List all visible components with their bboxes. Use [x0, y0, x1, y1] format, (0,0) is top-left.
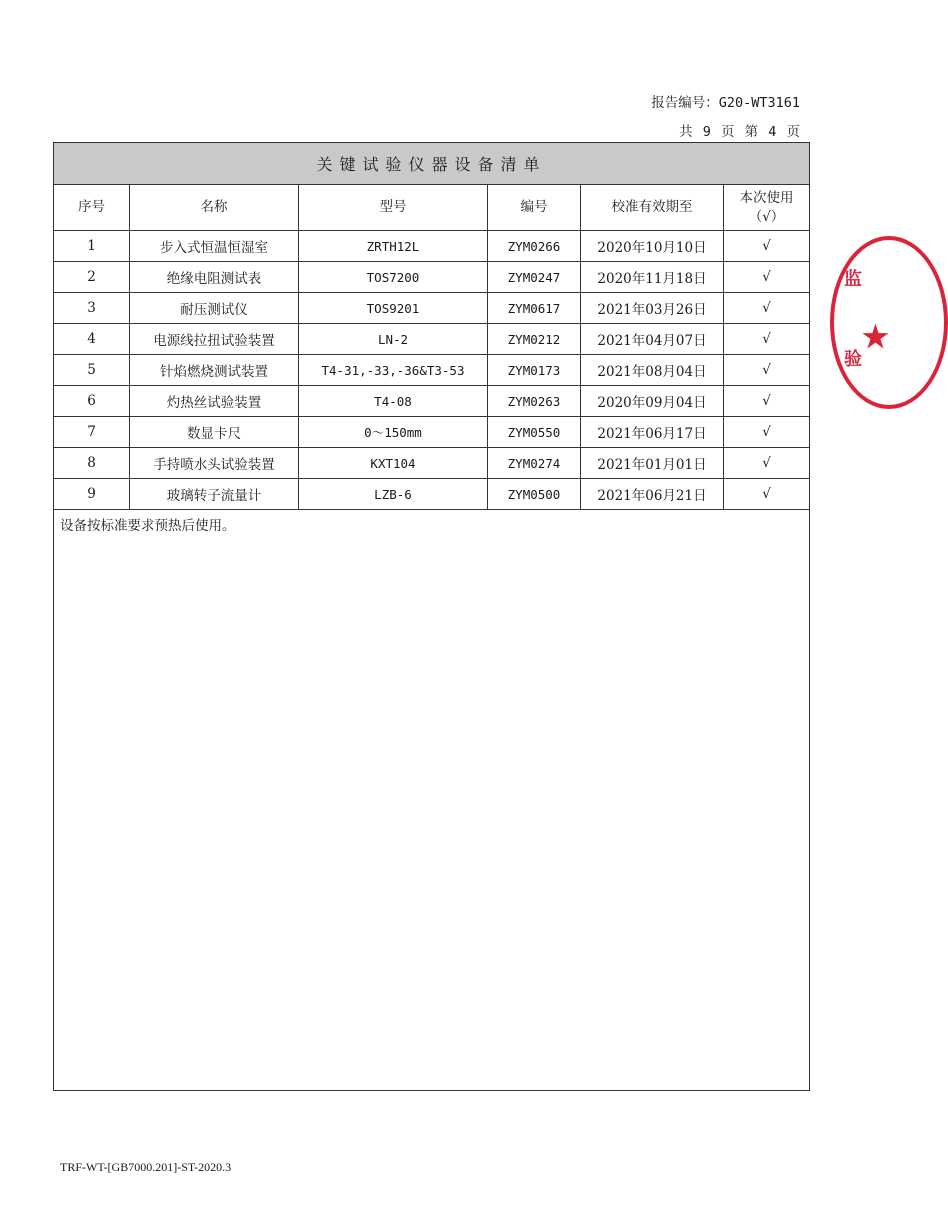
cell-name: 数显卡尺: [130, 417, 299, 448]
cell-name: 玻璃转子流量计: [130, 479, 299, 510]
note-row: [54, 510, 810, 1091]
cell-used: √: [724, 479, 810, 510]
report-number: 报告编号：G20-WT3161: [651, 95, 800, 111]
cell-seq: 3: [54, 293, 130, 324]
col-header-used-line2: （√）: [748, 208, 785, 225]
stamp-lettering: [844, 260, 889, 380]
table-row: [54, 231, 810, 262]
cell-used: √: [724, 293, 810, 324]
cell-model: TOS7200: [299, 262, 488, 293]
equipment-table: [53, 142, 810, 1091]
cell-used: √: [724, 262, 810, 293]
col-header-model: 型号: [299, 185, 488, 231]
table-note: 设备按标准要求预热后使用。: [54, 510, 810, 1091]
form-code: TRF-WT-[GB7000.201]-ST-2020.3: [60, 1160, 232, 1174]
table-row: [54, 324, 810, 355]
table-row: [54, 262, 810, 293]
cell-calibration: 2021年04月07日: [581, 324, 724, 355]
cell-used: √: [724, 231, 810, 262]
cell-name: 耐压测试仪: [130, 293, 299, 324]
cell-calibration: 2021年06月21日: [581, 479, 724, 510]
cell-used: √: [724, 448, 810, 479]
cell-model: T4-08: [299, 386, 488, 417]
cell-seq: 7: [54, 417, 130, 448]
cell-model: 0～150mm: [299, 417, 488, 448]
cell-number: ZYM0266: [488, 231, 581, 262]
cell-used: √: [724, 324, 810, 355]
col-header-calibration: 校准有效期至: [581, 185, 724, 231]
col-header-used-line1: 本次使用: [739, 189, 794, 206]
table-row: [54, 355, 810, 386]
cell-number: ZYM0500: [488, 479, 581, 510]
cell-calibration: 2021年01月01日: [581, 448, 724, 479]
cell-number: ZYM0617: [488, 293, 581, 324]
col-header-seq: 序号: [54, 185, 130, 231]
col-header-name: 名称: [130, 185, 299, 231]
stamp-star-icon: ★: [862, 320, 889, 355]
cell-seq: 8: [54, 448, 130, 479]
cell-calibration: 2021年08月04日: [581, 355, 724, 386]
table-row: [54, 417, 810, 448]
table-header-row: [54, 185, 810, 231]
cell-name: 手持喷水头试验装置: [130, 448, 299, 479]
cell-model: KXT104: [299, 448, 488, 479]
cell-number: ZYM0247: [488, 262, 581, 293]
cell-name: 绝缘电阻测试表: [130, 262, 299, 293]
stamp-char: 验: [844, 349, 862, 370]
table-title-row: [54, 143, 810, 185]
table-row: [54, 448, 810, 479]
cell-seq: 6: [54, 386, 130, 417]
cell-used: √: [724, 355, 810, 386]
cell-number: ZYM0212: [488, 324, 581, 355]
table-row: [54, 386, 810, 417]
table-row: [54, 479, 810, 510]
stamp-char: 监: [844, 269, 862, 290]
cell-name: 电源线拉扭试验装置: [130, 324, 299, 355]
inspection-stamp: [830, 236, 948, 409]
cell-seq: 4: [54, 324, 130, 355]
cell-name: 针焰燃烧测试装置: [130, 355, 299, 386]
col-header-used: [724, 185, 810, 231]
cell-name: 灼热丝试验装置: [130, 386, 299, 417]
cell-used: √: [724, 417, 810, 448]
page-info: 共 9 页 第 4 页: [679, 124, 800, 140]
table-title: 关键试验仪器设备清单: [54, 143, 810, 185]
col-header-number: 编号: [488, 185, 581, 231]
cell-model: TOS9201: [299, 293, 488, 324]
cell-used: √: [724, 386, 810, 417]
cell-model: LZB-6: [299, 479, 488, 510]
cell-calibration: 2021年03月26日: [581, 293, 724, 324]
cell-number: ZYM0173: [488, 355, 581, 386]
cell-seq: 5: [54, 355, 130, 386]
cell-number: ZYM0274: [488, 448, 581, 479]
cell-model: LN-2: [299, 324, 488, 355]
cell-seq: 2: [54, 262, 130, 293]
cell-calibration: 2021年06月17日: [581, 417, 724, 448]
cell-seq: 9: [54, 479, 130, 510]
cell-calibration: 2020年09月04日: [581, 386, 724, 417]
cell-number: ZYM0550: [488, 417, 581, 448]
cell-model: T4-31,-33,-36&T3-53: [299, 355, 488, 386]
cell-number: ZYM0263: [488, 386, 581, 417]
cell-calibration: 2020年10月10日: [581, 231, 724, 262]
cell-seq: 1: [54, 231, 130, 262]
cell-name: 步入式恒温恒湿室: [130, 231, 299, 262]
cell-model: ZRTH12L: [299, 231, 488, 262]
table-row: [54, 293, 810, 324]
cell-calibration: 2020年11月18日: [581, 262, 724, 293]
